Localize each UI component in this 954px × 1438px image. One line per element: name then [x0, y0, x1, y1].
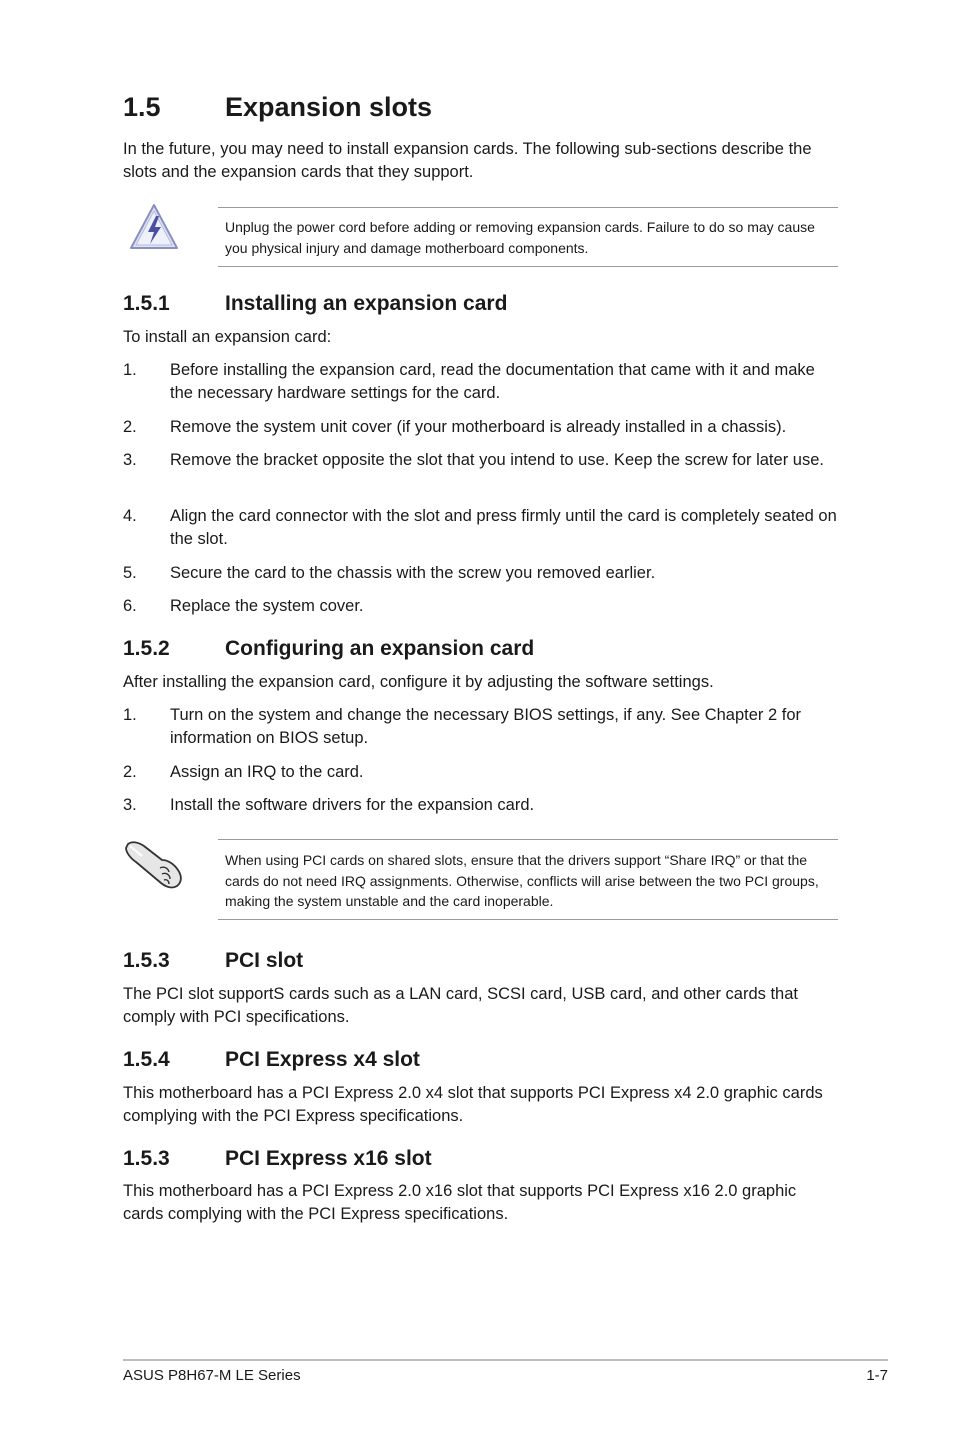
step-text: Replace the system cover.	[170, 597, 364, 615]
subsection-title: PCI slot	[225, 949, 304, 972]
step-number: 1.	[123, 706, 137, 724]
step-number: 1.	[123, 361, 137, 379]
step-text: Install the software drivers for the expansion card.	[170, 796, 535, 814]
subsection-number: 1.5.3	[123, 949, 170, 972]
subsection-body: This motherboard has a PCI Express 2.0 x16 slot that supports PCI Express x16 2.0 graphic cards complying with the PCI Express specifications.	[123, 1182, 797, 1223]
subsection-title: Installing an expansion card	[225, 292, 508, 315]
step-text: Secure the card to the chassis with the screw you removed earlier.	[170, 564, 656, 582]
warning-note-text: Unplug the power cord before adding or removing expansion cards. Failure to do so may cause you physical injury and damage motherboard components.	[225, 219, 815, 256]
subsection-number: 1.5.2	[123, 637, 170, 660]
footer-rule	[123, 1359, 888, 1361]
warning-lightning-icon	[128, 202, 180, 252]
step-number: 3.	[123, 451, 137, 469]
step-text: Remove the system unit cover (if your motherboard is already installed in a chassis).	[170, 418, 787, 436]
note-top-rule	[218, 839, 838, 840]
subsection-number: 1.5.1	[123, 292, 170, 315]
intro-paragraph: In the future, you may need to install expansion cards. The following sub-sections describe the slots and the expansion cards that they support.	[123, 140, 812, 181]
step-number: 2.	[123, 763, 137, 781]
subsection-lead: To install an expansion card:	[123, 328, 332, 346]
subsection-title: PCI Express x16 slot	[225, 1147, 432, 1170]
step-text: Assign an IRQ to the card.	[170, 763, 364, 781]
step-text: Remove the bracket opposite the slot that you intend to use. Keep the screw for later use.	[170, 451, 824, 469]
subsection-number: 1.5.4	[123, 1048, 170, 1071]
step-number: 2.	[123, 418, 137, 436]
note-bottom-rule	[218, 919, 838, 920]
step-text: Turn on the system and change the necessary BIOS settings, if any. See Chapter 2 for information on BIOS setup.	[170, 706, 802, 747]
subsection-lead: After installing the expansion card, configure it by adjusting the software settings.	[123, 673, 714, 691]
info-note-text: When using PCI cards on shared slots, ensure that the drivers support “Share IRQ” or that the cards do not need IRQ assignments. Otherwise, conflicts will arise between the two PCI groups, making the system unstable and the card inoperable.	[225, 852, 819, 909]
pointing-hand-icon	[124, 838, 186, 890]
subsection-body: This motherboard has a PCI Express 2.0 x4 slot that supports PCI Express x4 2.0 graphic cards complying with the PCI Express specifications.	[123, 1084, 823, 1125]
subsection-body: The PCI slot supportS cards such as a LAN card, SCSI card, USB card, and other cards that comply with PCI specifications.	[123, 985, 798, 1026]
subsection-title: Configuring an expansion card	[225, 637, 535, 660]
step-number: 3.	[123, 796, 137, 814]
subsection-title: PCI Express x4 slot	[225, 1048, 420, 1071]
step-text: Align the card connector with the slot and press firmly until the card is completely seated on the slot.	[170, 507, 837, 548]
step-number: 6.	[123, 597, 137, 615]
step-number: 4.	[123, 507, 137, 525]
note-bottom-rule	[218, 266, 838, 267]
footer-product: ASUS P8H67-M LE Series	[123, 1367, 301, 1384]
note-top-rule	[218, 207, 838, 208]
subsection-number: 1.5.3	[123, 1147, 170, 1170]
step-number: 5.	[123, 564, 137, 582]
page-number: 1-7	[866, 1367, 888, 1384]
section-number: 1.5	[123, 92, 161, 122]
page-title: Expansion slots	[225, 92, 433, 122]
step-text: Before installing the expansion card, read the documentation that came with it and make the necessary hardware settings for the card.	[170, 361, 815, 402]
